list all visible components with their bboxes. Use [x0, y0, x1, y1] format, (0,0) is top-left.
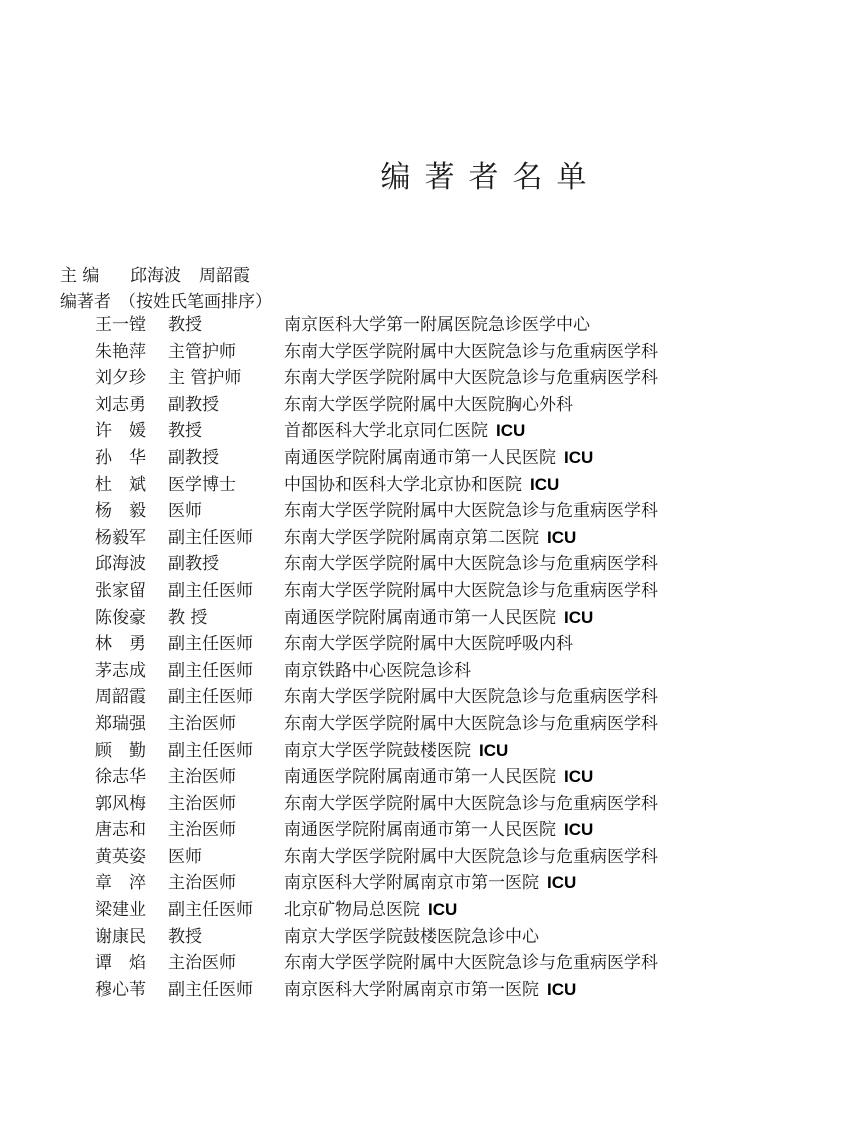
author-title: 主治医师: [168, 820, 236, 841]
author-institution: 南京医科大学第一附属医院急诊医学中心: [284, 315, 590, 335]
author-name: 杨 毅: [95, 501, 146, 522]
author-institution: 首都医科大学北京同仁医院: [284, 421, 488, 442]
author-name: 穆心苇: [95, 979, 146, 1000]
author-title: 主治医师: [168, 767, 236, 788]
author-title: 医师: [168, 501, 202, 522]
author-institution: 南京大学医学院鼓楼医院: [284, 740, 471, 761]
author-institution-line: [284, 817, 593, 844]
author-name: 孙 华: [95, 447, 146, 468]
author-institution: 东南大学医学院附属中大医院急诊与危重病医学科: [284, 953, 658, 974]
author-name: 许 媛: [95, 421, 146, 442]
author-institution-line: [284, 578, 658, 605]
author-title: 教授: [168, 315, 202, 335]
author-title: 副主任医师: [168, 634, 253, 655]
author-institution: 东南大学医学院附属中大医院急诊与危重病医学科: [284, 341, 658, 362]
author-title: 主治医师: [168, 713, 236, 734]
chief-editors-line: [60, 261, 268, 286]
author-institution: 南通医学院附属南通市第一人民医院: [284, 607, 556, 628]
author-name: 章 淬: [95, 873, 146, 894]
icu-suffix: ICU: [547, 979, 577, 999]
authors-label: 编著者: [60, 292, 111, 312]
author-name: 邱海波: [95, 554, 146, 575]
author-institution: 东南大学医学院附属中大医院急诊与危重病医学科: [284, 580, 658, 601]
author-name: 郭风梅: [95, 793, 146, 814]
author-institution-line: [284, 791, 658, 818]
author-title: 医师: [168, 846, 202, 867]
icu-suffix: ICU: [479, 740, 509, 760]
authors-heading: [60, 287, 272, 312]
author-title: 主治医师: [168, 793, 236, 814]
author-title: 副主任医师: [168, 900, 253, 921]
author-title: 教 授: [168, 607, 208, 628]
author-institution-line: [284, 658, 471, 685]
author-name: 周韶霞: [95, 687, 146, 708]
author-institution-line: [284, 764, 593, 791]
author-institution-line: [284, 738, 508, 765]
author-title: 教授: [168, 926, 202, 947]
author-title: 副教授: [168, 447, 219, 468]
author-name: 王一镗: [95, 315, 146, 335]
author-institution: 中国协和医科大学北京协和医院: [284, 474, 522, 495]
author-institution-line: [284, 870, 576, 897]
author-institution: 南通医学院附属南通市第一人民医院: [284, 767, 556, 788]
author-title: 教授: [168, 421, 202, 442]
author-name: 徐志华: [95, 767, 146, 788]
author-name: 朱艳萍: [95, 341, 146, 362]
author-name: 林 勇: [95, 634, 146, 655]
author-institution-line: [284, 844, 658, 871]
author-name: 刘夕珍: [95, 368, 146, 389]
author-title: 主治医师: [168, 953, 236, 974]
author-name: 张家留: [95, 580, 146, 601]
author-institution: 东南大学医学院附属中大医院呼吸内科: [284, 634, 573, 655]
icu-suffix: ICU: [530, 474, 560, 494]
author-institution: 东南大学医学院附属中大医院急诊与危重病医学科: [284, 793, 658, 814]
author-institution-line: [284, 498, 658, 525]
author-institution-line: [284, 950, 658, 977]
author-title: 副主任医师: [168, 979, 253, 1000]
author-institution: 南通医学院附属南通市第一人民医院: [284, 447, 556, 468]
icu-suffix: ICU: [547, 873, 577, 893]
author-title: 主治医师: [168, 873, 236, 894]
author-institution: 东南大学医学院附属中大医院急诊与危重病医学科: [284, 713, 658, 734]
author-name: 谢康民: [95, 926, 146, 947]
author-institution-line: [284, 605, 593, 632]
author-institution-line: [284, 445, 593, 472]
author-title: 副教授: [168, 394, 219, 415]
author-name: 黄英姿: [95, 846, 146, 867]
icu-suffix: ICU: [564, 447, 594, 467]
author-title: 副主任医师: [168, 527, 253, 548]
page-title: 编著者名单: [380, 160, 601, 195]
icu-suffix: ICU: [547, 527, 577, 547]
author-name: 梁建业: [95, 900, 146, 921]
authors-sort-note: （按姓氏笔画排序）: [119, 292, 272, 312]
author-title: 副主任医师: [168, 740, 253, 761]
author-institution: 东南大学医学院附属中大医院急诊与危重病医学科: [284, 687, 658, 708]
author-title: 副教授: [168, 554, 219, 575]
author-institution: 东南大学医学院附属中大医院胸心外科: [284, 394, 573, 415]
icu-suffix: ICU: [496, 421, 526, 441]
author-institution: 南京医科大学附属南京市第一医院: [284, 979, 539, 1000]
author-title: 副主任医师: [168, 660, 253, 681]
icu-suffix: ICU: [428, 900, 458, 920]
author-institution: 东南大学医学院附属中大医院急诊与危重病医学科: [284, 501, 658, 522]
author-institution-line: [284, 711, 658, 738]
author-name: 谭 焰: [95, 953, 146, 974]
author-institution-line: [284, 312, 590, 339]
author-name: 唐志和: [95, 820, 146, 841]
author-institution-line: [284, 924, 539, 951]
author-institution: 南京铁路中心医院急诊科: [284, 660, 471, 681]
author-institution-line: [284, 977, 576, 1004]
author-institution-line: [284, 525, 576, 552]
author-institution-line: [284, 418, 525, 445]
author-institution-line: [284, 339, 658, 366]
author-institution-line: [284, 392, 573, 419]
author-name: 杨毅军: [95, 527, 146, 548]
author-title: 主 管护师: [168, 368, 242, 389]
author-name: 郑瑞强: [95, 713, 146, 734]
author-institution: 南通医学院附属南通市第一人民医院: [284, 820, 556, 841]
author-institution: 南京大学医学院鼓楼医院急诊中心: [284, 926, 539, 947]
icu-suffix: ICU: [564, 767, 594, 787]
icu-suffix: ICU: [564, 820, 594, 840]
author-institution-line: [284, 631, 573, 658]
author-institution-line: [284, 365, 658, 392]
author-name: 刘志勇: [95, 394, 146, 415]
author-institution: 东南大学医学院附属中大医院急诊与危重病医学科: [284, 554, 658, 575]
author-institution: 东南大学医学院附属中大医院急诊与危重病医学科: [284, 368, 658, 389]
author-institution: 东南大学医学院附属中大医院急诊与危重病医学科: [284, 846, 658, 867]
author-name: 顾 勤: [95, 740, 146, 761]
author-name: 茅志成: [95, 660, 146, 681]
author-title: 副主任医师: [168, 580, 253, 601]
author-title: 副主任医师: [168, 687, 253, 708]
author-title: 主管护师: [168, 341, 236, 362]
author-institution-line: [284, 897, 457, 924]
icu-suffix: ICU: [564, 607, 594, 627]
author-institution: 东南大学医学院附属南京第二医院: [284, 527, 539, 548]
chief-editors-label: 主 编: [60, 266, 100, 286]
author-institution-line: [284, 472, 559, 499]
chief-editor-name: 邱海波: [130, 266, 181, 286]
chief-editor-name: 周韶霞: [199, 266, 250, 286]
author-name: 杜 斌: [95, 474, 146, 495]
author-institution: 南京医科大学附属南京市第一医院: [284, 873, 539, 894]
author-institution: 北京矿物局总医院: [284, 900, 420, 921]
author-institution-line: [284, 684, 658, 711]
author-name: 陈俊豪: [95, 607, 146, 628]
author-title: 医学博士: [168, 474, 236, 495]
author-institution-line: [284, 551, 658, 578]
